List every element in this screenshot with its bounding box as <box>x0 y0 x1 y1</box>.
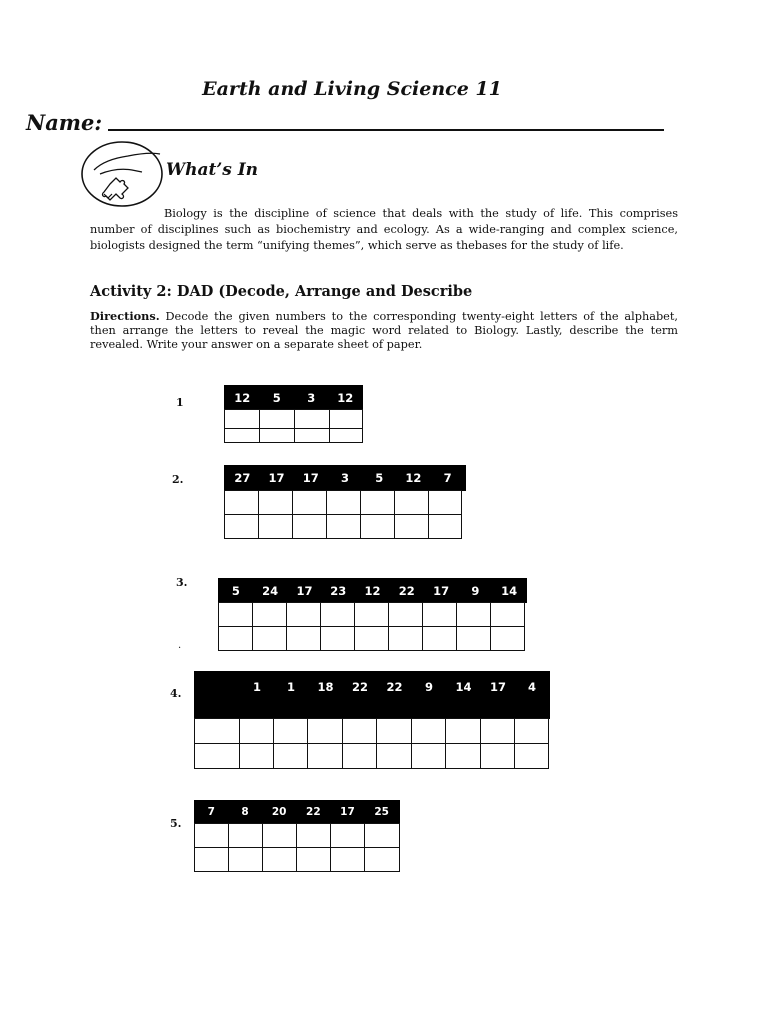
code-cell: 22 <box>306 806 321 818</box>
puzzle-5 <box>194 800 400 872</box>
answer-cell[interactable] <box>194 743 240 769</box>
puzzle-1-label: 1 <box>176 396 184 409</box>
answer-cell[interactable] <box>259 409 295 429</box>
answer-cell[interactable] <box>376 718 412 744</box>
answer-cell[interactable] <box>273 743 308 769</box>
code-cell: 1 <box>252 680 261 694</box>
answer-cell[interactable] <box>239 743 274 769</box>
answer-cell[interactable] <box>307 743 343 769</box>
answer-cell[interactable] <box>194 847 229 872</box>
code-cell: 8 <box>241 806 249 818</box>
puzzle-4-code-header <box>194 671 550 719</box>
answer-cell[interactable] <box>292 490 327 515</box>
code-cell: 12 <box>337 390 354 405</box>
answer-cell[interactable] <box>394 490 429 515</box>
answer-cell[interactable] <box>258 514 293 539</box>
answer-cell[interactable] <box>330 823 365 848</box>
code-cell: 14 <box>455 680 472 694</box>
answer-grid <box>218 603 527 651</box>
name-line[interactable] <box>108 129 664 131</box>
code-cell: 17 <box>489 680 506 694</box>
answer-cell[interactable] <box>490 626 525 651</box>
directions-text: Decode the given numbers to the corresponding twenty-eight letters of the alphabet, then arrange the letters to reveal the magic word related to Biology. Lastly, describe the term revealed. Write your answer on a separate sheet of paper. <box>90 310 678 351</box>
code-cell: 23 <box>330 583 347 598</box>
puzzle-4-label: 4. <box>170 687 182 700</box>
answer-cell[interactable] <box>514 718 549 744</box>
answer-cell[interactable] <box>428 514 462 539</box>
answer-cell[interactable] <box>411 718 446 744</box>
puzzle-4 <box>194 671 550 769</box>
answer-cell[interactable] <box>422 626 457 651</box>
answer-grid <box>224 491 466 539</box>
answer-cell[interactable] <box>228 823 263 848</box>
answer-cell[interactable] <box>360 514 395 539</box>
directions-label: Directions. <box>90 309 160 323</box>
answer-cell[interactable] <box>326 514 361 539</box>
answer-cell[interactable] <box>360 490 395 515</box>
answer-cell[interactable] <box>330 847 365 872</box>
answer-cell[interactable] <box>388 626 423 651</box>
answer-cell[interactable] <box>224 514 259 539</box>
code-cell: 5 <box>375 471 384 485</box>
name-row <box>26 110 664 135</box>
answer-cell[interactable] <box>252 626 287 651</box>
answer-cell[interactable] <box>286 602 321 627</box>
hand-puzzle-icon <box>80 140 164 208</box>
answer-cell[interactable] <box>422 602 457 627</box>
answer-cell[interactable] <box>286 626 321 651</box>
answer-cell[interactable] <box>259 428 295 443</box>
answer-cell[interactable] <box>294 409 330 429</box>
name-label: Name: <box>26 110 103 135</box>
code-cell: 1 <box>286 680 295 694</box>
answer-grid <box>194 824 400 872</box>
answer-cell[interactable] <box>228 847 263 872</box>
code-cell: 4 <box>527 680 536 694</box>
code-cell: 17 <box>302 471 319 485</box>
activity-title: Activity 2: DAD (Decode, Arrange and Describe <box>90 283 473 300</box>
answer-cell[interactable] <box>354 626 389 651</box>
answer-cell[interactable] <box>296 847 331 872</box>
answer-cell[interactable] <box>456 626 491 651</box>
answer-cell[interactable] <box>445 718 481 744</box>
answer-cell[interactable] <box>218 602 253 627</box>
answer-cell[interactable] <box>224 409 260 429</box>
answer-cell[interactable] <box>445 743 481 769</box>
answer-cell[interactable] <box>239 718 274 744</box>
puzzle-2-code-header <box>224 465 466 491</box>
puzzle-3-label: 3. <box>176 576 188 589</box>
answer-cell[interactable] <box>194 823 229 848</box>
code-cell: 22 <box>398 583 415 598</box>
code-cell: 17 <box>296 583 313 598</box>
answer-cell[interactable] <box>296 823 331 848</box>
code-cell: 27 <box>234 471 251 485</box>
code-cell: 14 <box>501 583 518 598</box>
code-cell: 7 <box>443 471 452 485</box>
answer-cell[interactable] <box>354 602 389 627</box>
answer-grid <box>194 719 550 769</box>
puzzle-2-label: 2. <box>172 473 184 486</box>
code-cell: 3 <box>340 471 349 485</box>
code-cell: 3 <box>307 390 316 405</box>
code-cell: 5 <box>231 583 240 598</box>
answer-grid <box>224 410 363 443</box>
document-title: Earth and Living Science 11 <box>202 78 502 100</box>
puzzle-1 <box>224 385 363 443</box>
code-cell: 12 <box>234 390 251 405</box>
answer-cell[interactable] <box>480 718 515 744</box>
answer-cell[interactable] <box>394 514 429 539</box>
answer-cell[interactable] <box>262 823 297 848</box>
answer-cell[interactable] <box>224 428 260 443</box>
code-cell: 12 <box>364 583 381 598</box>
answer-cell[interactable] <box>262 847 297 872</box>
answer-cell[interactable] <box>292 514 327 539</box>
code-cell: 22 <box>351 680 368 694</box>
answer-cell[interactable] <box>326 490 361 515</box>
code-cell: 7 <box>207 806 215 818</box>
answer-cell[interactable] <box>376 743 412 769</box>
puzzle-1-code-header <box>224 385 363 410</box>
code-cell: 24 <box>262 583 279 598</box>
answer-cell[interactable] <box>273 718 308 744</box>
answer-cell[interactable] <box>320 626 355 651</box>
puzzle-2 <box>224 465 466 539</box>
answer-cell[interactable] <box>320 602 355 627</box>
answer-cell[interactable] <box>364 847 400 872</box>
code-cell: 20 <box>271 806 287 818</box>
puzzle-3 <box>218 578 527 651</box>
code-cell: 18 <box>317 680 334 694</box>
answer-cell[interactable] <box>480 743 515 769</box>
code-cell: 22 <box>386 680 403 694</box>
puzzle-5-code-header <box>194 800 400 824</box>
answer-cell[interactable] <box>514 743 549 769</box>
answer-cell[interactable] <box>258 490 293 515</box>
code-cell: 12 <box>405 471 422 485</box>
answer-cell[interactable] <box>194 718 240 744</box>
directions-paragraph <box>90 309 678 352</box>
answer-cell[interactable] <box>490 602 525 627</box>
answer-cell[interactable] <box>329 409 363 429</box>
answer-cell[interactable] <box>307 718 343 744</box>
intro-text: Biology is the discipline of science that deals with the study of life. This comprises number of disciplines such as biochemistry and ecology. As a wide-ranging and complex science, biologists designed the term “unifying themes”, which serve as thebases for the study of life. <box>90 207 678 252</box>
puzzle-5-label: 5. <box>170 817 182 830</box>
stray-mark: . <box>178 640 182 651</box>
answer-cell[interactable] <box>342 743 377 769</box>
code-cell: 17 <box>433 583 450 598</box>
answer-cell[interactable] <box>294 428 330 443</box>
code-cell: 17 <box>340 806 355 818</box>
section-heading: What’s In <box>166 160 259 180</box>
answer-cell[interactable] <box>428 490 462 515</box>
answer-cell[interactable] <box>388 602 423 627</box>
answer-cell[interactable] <box>329 428 363 443</box>
code-cell: 9 <box>424 680 433 694</box>
puzzle-3-code-header <box>218 578 527 603</box>
answer-cell[interactable] <box>342 718 377 744</box>
code-cell: 25 <box>374 806 389 818</box>
answer-cell[interactable] <box>364 823 400 848</box>
answer-cell[interactable] <box>456 602 491 627</box>
answer-cell[interactable] <box>224 490 259 515</box>
answer-cell[interactable] <box>218 626 253 651</box>
answer-cell[interactable] <box>411 743 446 769</box>
code-cell: 5 <box>272 390 281 405</box>
code-cell: 17 <box>268 471 285 485</box>
code-cell: 9 <box>471 583 480 598</box>
answer-cell[interactable] <box>252 602 287 627</box>
intro-paragraph <box>90 206 678 254</box>
